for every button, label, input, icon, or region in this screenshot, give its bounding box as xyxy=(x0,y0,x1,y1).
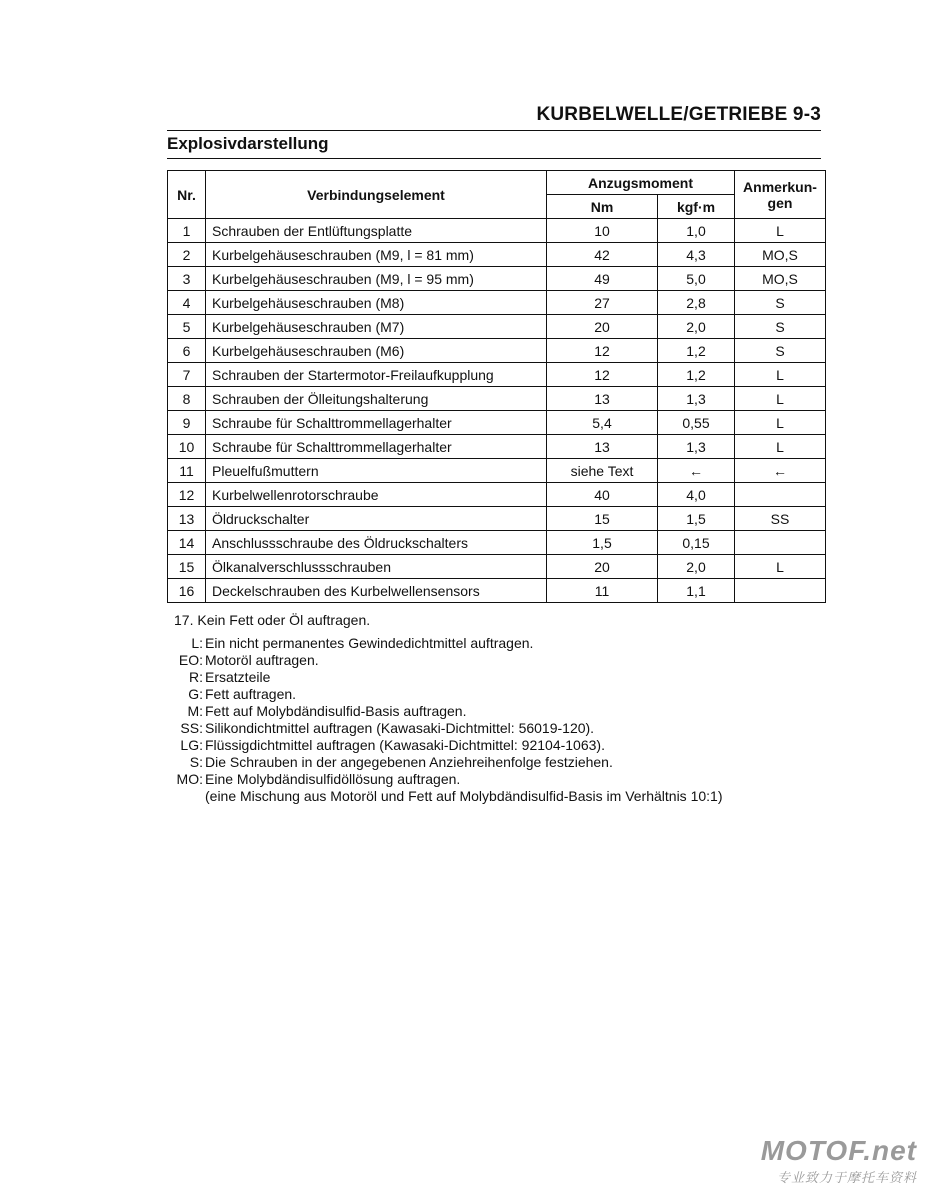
cell-nm: 20 xyxy=(547,315,658,339)
cell-remarks: L xyxy=(735,387,826,411)
legend-item xyxy=(167,754,722,771)
legend-text: Fett auftragen. xyxy=(205,686,297,702)
table-row xyxy=(168,435,826,459)
cell-nr: 3 xyxy=(168,267,206,291)
chapter-title: KURBELWELLE/GETRIEBE 9-3 xyxy=(536,104,821,125)
cell-remarks: MO,S xyxy=(735,267,826,291)
cell-element: Kurbelgehäuseschrauben (M9, l = 81 mm) xyxy=(206,243,547,267)
cell-element: Kurbelgehäuseschrauben (M8) xyxy=(206,291,547,315)
header-remarks-line1: Anmerkun- xyxy=(743,178,817,195)
cell-element: Schrauben der Entlüftungsplatte xyxy=(206,219,547,243)
cell-element: Ölkanalverschlussschrauben xyxy=(206,555,547,579)
cell-remarks: L xyxy=(735,411,826,435)
cell-remarks xyxy=(735,579,826,603)
cell-remarks xyxy=(735,483,826,507)
cell-kgfm: 0,15 xyxy=(658,531,735,555)
table-row xyxy=(168,243,826,267)
cell-nr: 16 xyxy=(168,579,206,603)
cell-element: Schrauben der Ölleitungshalterung xyxy=(206,387,547,411)
header-remarks xyxy=(735,171,826,219)
legend-key: LG: xyxy=(180,737,203,753)
cell-element: Öldruckschalter xyxy=(206,507,547,531)
cell-kgfm: 2,8 xyxy=(658,291,735,315)
cell-kgfm: 5,0 xyxy=(658,267,735,291)
cell-nr: 15 xyxy=(168,555,206,579)
legend-item xyxy=(167,669,722,686)
torque-table xyxy=(167,170,826,603)
cell-remarks: S xyxy=(735,291,826,315)
legend-text: Fett auf Molybdändisulfid-Basis auftragen. xyxy=(205,703,467,719)
cell-remarks: L xyxy=(735,555,826,579)
cell-remarks: S xyxy=(735,315,826,339)
cell-nm: 12 xyxy=(547,363,658,387)
table-row xyxy=(168,219,826,243)
cell-nm: 40 xyxy=(547,483,658,507)
legend-key: G: xyxy=(188,686,203,702)
cell-nm: siehe Text xyxy=(547,459,658,483)
legend-key: MO: xyxy=(176,771,203,787)
section-rule xyxy=(167,158,821,159)
table-row xyxy=(168,315,826,339)
legend-text: Motoröl auftragen. xyxy=(205,652,319,668)
cell-element: Kurbelgehäuseschrauben (M6) xyxy=(206,339,547,363)
legend-text: Ersatzteile xyxy=(205,669,271,685)
cell-nm: 10 xyxy=(547,219,658,243)
cell-nm: 5,4 xyxy=(547,411,658,435)
table-row xyxy=(168,459,826,483)
cell-remarks: ← xyxy=(735,459,826,483)
legend-item xyxy=(167,635,722,652)
legend-text: Eine Molybdändisulfidöllösung auftragen. xyxy=(205,771,461,787)
legend-text: Ein nicht permanentes Gewindedichtmittel auftragen. xyxy=(205,635,534,651)
cell-kgfm: 4,3 xyxy=(658,243,735,267)
cell-nm: 20 xyxy=(547,555,658,579)
cell-element: Schraube für Schalttrommellagerhalter xyxy=(206,435,547,459)
cell-kgfm: 0,55 xyxy=(658,411,735,435)
table-row xyxy=(168,267,826,291)
legend-key: R: xyxy=(189,669,203,685)
cell-nm: 42 xyxy=(547,243,658,267)
cell-element: Kurbelwellenrotorschraube xyxy=(206,483,547,507)
cell-kgfm: 1,2 xyxy=(658,363,735,387)
cell-nr: 2 xyxy=(168,243,206,267)
cell-nr: 7 xyxy=(168,363,206,387)
cell-nr: 11 xyxy=(168,459,206,483)
table-row xyxy=(168,555,826,579)
cell-element: Pleuelfußmuttern xyxy=(206,459,547,483)
legend-item xyxy=(167,720,722,737)
table-row xyxy=(168,363,826,387)
table-row xyxy=(168,507,826,531)
cell-remarks: SS xyxy=(735,507,826,531)
cell-kgfm: 2,0 xyxy=(658,315,735,339)
legend-item xyxy=(167,652,722,669)
header-nm: Nm xyxy=(547,195,658,219)
table-row xyxy=(168,339,826,363)
cell-kgfm: 1,2 xyxy=(658,339,735,363)
cell-element: Kurbelgehäuseschrauben (M7) xyxy=(206,315,547,339)
cell-nm: 11 xyxy=(547,579,658,603)
cell-nr: 1 xyxy=(168,219,206,243)
cell-remarks: L xyxy=(735,219,826,243)
legend-key: S: xyxy=(189,754,203,770)
legend-key: L: xyxy=(191,635,203,651)
cell-remarks xyxy=(735,531,826,555)
cell-nr: 13 xyxy=(168,507,206,531)
cell-remarks: L xyxy=(735,435,826,459)
header-element: Verbindungselement xyxy=(206,171,547,219)
cell-kgfm: 1,0 xyxy=(658,219,735,243)
table-row xyxy=(168,531,826,555)
header-nr: Nr. xyxy=(168,171,206,219)
table-row xyxy=(168,387,826,411)
cell-remarks: L xyxy=(735,363,826,387)
header-remarks-line2: gen xyxy=(767,194,793,211)
cell-nm: 13 xyxy=(547,387,658,411)
cell-kgfm: 2,0 xyxy=(658,555,735,579)
cell-nm: 1,5 xyxy=(547,531,658,555)
cell-nr: 5 xyxy=(168,315,206,339)
table-row xyxy=(168,291,826,315)
table-header-row xyxy=(168,171,826,195)
cell-nr: 9 xyxy=(168,411,206,435)
cell-nr: 8 xyxy=(168,387,206,411)
cell-element: Anschlussschraube des Öldruckschalters xyxy=(206,531,547,555)
cell-nr: 10 xyxy=(168,435,206,459)
watermark-subtitle: 专业致力于摩托车资料 xyxy=(776,1170,917,1185)
cell-kgfm: 1,3 xyxy=(658,435,735,459)
mo-detail: (eine Mischung aus Motoröl und Fett auf Molybdändisulfid-Basis im Verhältnis 10:1) xyxy=(205,788,723,804)
table-row xyxy=(168,483,826,507)
legend-key: SS: xyxy=(180,720,203,736)
cell-nm: 12 xyxy=(547,339,658,363)
cell-nm: 49 xyxy=(547,267,658,291)
cell-nm: 27 xyxy=(547,291,658,315)
legend-text: Silikondichtmittel auftragen (Kawasaki-Dichtmittel: 56019-120). xyxy=(205,720,595,736)
cell-kgfm: 1,5 xyxy=(658,507,735,531)
legend-key: M: xyxy=(187,703,203,719)
legend-item xyxy=(167,737,722,754)
cell-element: Kurbelgehäuseschrauben (M9, l = 95 mm) xyxy=(206,267,547,291)
cell-nr: 6 xyxy=(168,339,206,363)
cell-remarks: MO,S xyxy=(735,243,826,267)
cell-nr: 4 xyxy=(168,291,206,315)
watermark-logo: MOTOF.net xyxy=(760,1135,917,1166)
cell-kgfm: 1,3 xyxy=(658,387,735,411)
cell-nr: 14 xyxy=(168,531,206,555)
legend-item xyxy=(167,686,722,703)
remarks-block xyxy=(167,612,722,805)
table-row xyxy=(168,411,826,435)
cell-kgfm: 1,1 xyxy=(658,579,735,603)
legend-item xyxy=(167,771,722,788)
legend-key: EO: xyxy=(178,652,203,668)
legend-item xyxy=(167,703,722,720)
cell-kgfm: 4,0 xyxy=(658,483,735,507)
watermark xyxy=(761,1135,917,1186)
legend-list xyxy=(167,635,722,788)
header-kgfm: kgf·m xyxy=(658,195,735,219)
header-torque: Anzugsmoment xyxy=(547,171,735,195)
cell-nm: 13 xyxy=(547,435,658,459)
legend-text: Die Schrauben in der angegebenen Anziehreihenfolge festziehen. xyxy=(205,754,613,770)
cell-element: Schrauben der Startermotor-Freilaufkupplung xyxy=(206,363,547,387)
cell-remarks: S xyxy=(735,339,826,363)
section-title: Explosivdarstellung xyxy=(167,134,329,153)
legend-text: Flüssigdichtmittel auftragen (Kawasaki-Dichtmittel: 92104-1063). xyxy=(205,737,605,753)
cell-element: Deckelschrauben des Kurbelwellensensors xyxy=(206,579,547,603)
cell-nr: 12 xyxy=(168,483,206,507)
cell-nm: 15 xyxy=(547,507,658,531)
table-row xyxy=(168,579,826,603)
header-rule xyxy=(167,130,821,131)
note-item-17: 17. Kein Fett oder Öl auftragen. xyxy=(174,612,371,628)
cell-kgfm: ← xyxy=(658,459,735,483)
cell-element: Schraube für Schalttrommellagerhalter xyxy=(206,411,547,435)
